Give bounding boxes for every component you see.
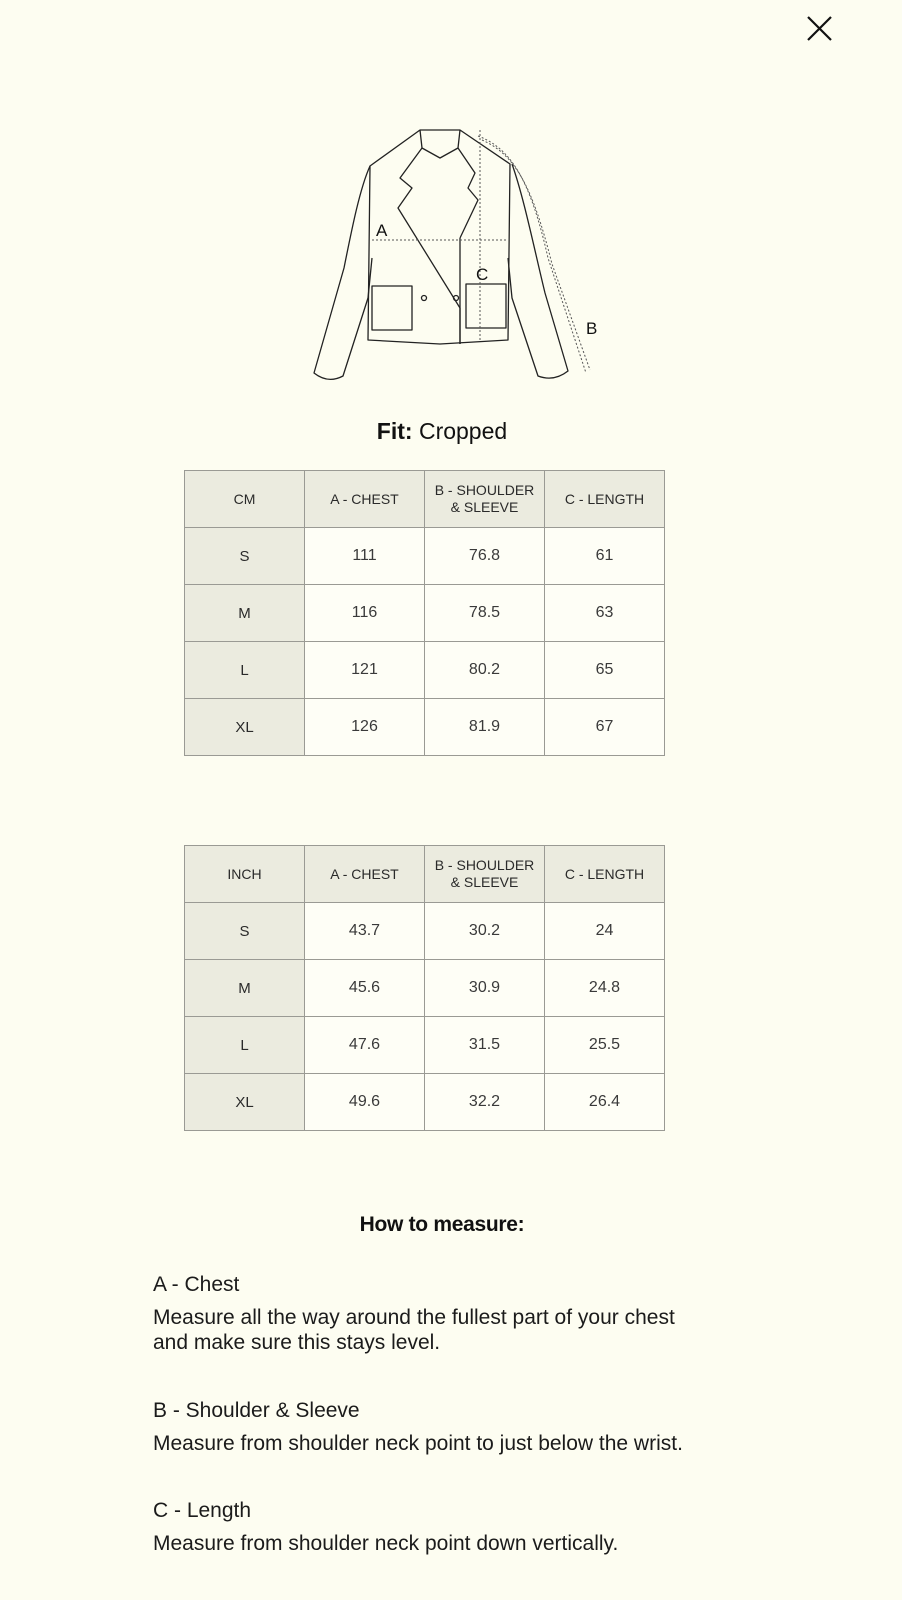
- measure-shoulder-desc: Measure from shoulder neck point to just below the wrist.: [153, 1432, 683, 1455]
- header-unit: INCH: [185, 846, 305, 903]
- header-shoulder-sleeve: [425, 846, 545, 903]
- shoulder-value: 32.2: [425, 1074, 545, 1131]
- chest-value: 116: [305, 585, 425, 642]
- size-label: XL: [185, 1074, 305, 1131]
- shoulder-value: 81.9: [425, 699, 545, 756]
- length-value: 65: [545, 642, 665, 699]
- chest-value: 47.6: [305, 1017, 425, 1074]
- shoulder-value: 76.8: [425, 528, 545, 585]
- size-label: XL: [185, 699, 305, 756]
- close-icon: [802, 12, 836, 46]
- size-table-inch: [184, 845, 665, 1131]
- how-to-measure-title: How to measure:: [359, 1213, 525, 1236]
- chest-value: 121: [305, 642, 425, 699]
- chest-value: 45.6: [305, 960, 425, 1017]
- length-value: 67: [545, 699, 665, 756]
- table-row: [185, 528, 665, 585]
- table-row: [185, 585, 665, 642]
- header-shoulder-line2: & SLEEVE: [450, 499, 519, 515]
- length-value: 24.8: [545, 960, 665, 1017]
- header-unit: CM: [185, 471, 305, 528]
- measure-chest-desc-line2: and make sure this stays level.: [153, 1331, 441, 1354]
- header-shoulder-line1: B - SHOULDER: [434, 482, 535, 498]
- shoulder-value: 78.5: [425, 585, 545, 642]
- measure-length-desc: Measure from shoulder neck point down vertically.: [153, 1532, 619, 1555]
- measure-chest-title: A - Chest: [153, 1273, 240, 1296]
- measure-length-title: C - Length: [153, 1499, 252, 1522]
- table-row: [185, 699, 665, 756]
- header-length: C - LENGTH: [545, 471, 665, 528]
- shoulder-value: 30.9: [425, 960, 545, 1017]
- length-value: 26.4: [545, 1074, 665, 1131]
- label-a: A: [376, 221, 388, 240]
- size-table-cm: [184, 470, 665, 756]
- fit-line: [0, 418, 884, 445]
- label-b: B: [586, 319, 598, 338]
- fit-value: Cropped: [418, 418, 508, 444]
- length-value: 25.5: [545, 1017, 665, 1074]
- header-length: C - LENGTH: [545, 846, 665, 903]
- measure-chest-desc: [153, 1305, 753, 1355]
- size-label: S: [185, 903, 305, 960]
- size-label: S: [185, 528, 305, 585]
- label-c: C: [476, 265, 489, 284]
- chest-value: 126: [305, 699, 425, 756]
- length-value: 24: [545, 903, 665, 960]
- length-value: 63: [545, 585, 665, 642]
- measure-length-block: [153, 1498, 753, 1556]
- measure-shoulder-block: [153, 1398, 753, 1456]
- close-button[interactable]: [802, 12, 836, 46]
- table-row: [185, 960, 665, 1017]
- table-row: [185, 1074, 665, 1131]
- size-label: M: [185, 960, 305, 1017]
- table-header-row: [185, 471, 665, 528]
- table-header-row: [185, 846, 665, 903]
- jacket-diagram-icon: [300, 118, 620, 398]
- header-chest: A - CHEST: [305, 846, 425, 903]
- measure-chest-block: [153, 1272, 753, 1355]
- size-label: L: [185, 642, 305, 699]
- header-shoulder-line2: & SLEEVE: [450, 874, 519, 890]
- shoulder-value: 31.5: [425, 1017, 545, 1074]
- table-row: [185, 1017, 665, 1074]
- fit-label: Fit:: [376, 418, 413, 444]
- table-row: [185, 642, 665, 699]
- shoulder-value: 30.2: [425, 903, 545, 960]
- table-row: [185, 903, 665, 960]
- length-value: 61: [545, 528, 665, 585]
- header-shoulder-sleeve: [425, 471, 545, 528]
- measure-chest-desc-line1: Measure all the way around the fullest part of your chest: [153, 1306, 675, 1329]
- size-label: M: [185, 585, 305, 642]
- header-chest: A - CHEST: [305, 471, 425, 528]
- measure-shoulder-title: B - Shoulder & Sleeve: [153, 1399, 360, 1422]
- header-shoulder-line1: B - SHOULDER: [434, 857, 535, 873]
- chest-value: 43.7: [305, 903, 425, 960]
- size-label: L: [185, 1017, 305, 1074]
- shoulder-value: 80.2: [425, 642, 545, 699]
- chest-value: 111: [305, 528, 425, 585]
- chest-value: 49.6: [305, 1074, 425, 1131]
